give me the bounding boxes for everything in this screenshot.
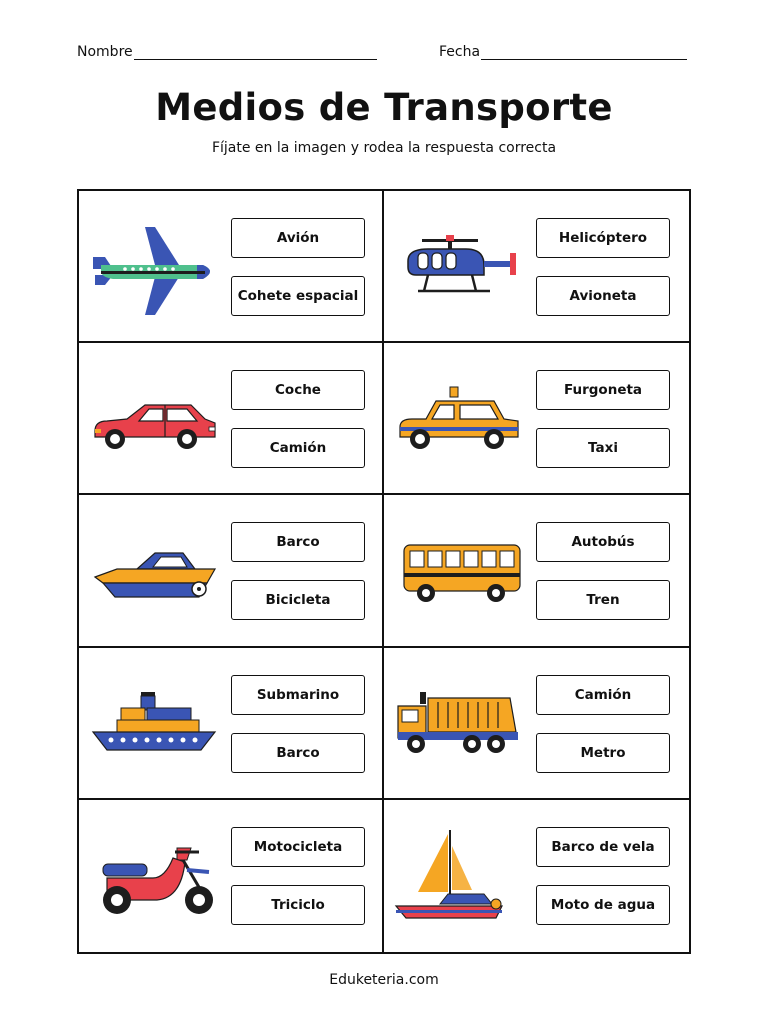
name-field[interactable] <box>77 44 377 60</box>
exercise-grid <box>77 189 691 954</box>
car-icon <box>87 371 221 471</box>
name-line[interactable] <box>134 46 377 60</box>
exercise-cell <box>79 800 384 952</box>
sailboat-icon <box>392 828 526 928</box>
exercise-cell <box>79 648 384 800</box>
helicopter-icon <box>392 219 526 319</box>
answer-option[interactable]: Furgoneta <box>536 370 670 410</box>
answer-option[interactable]: Bicicleta <box>231 580 365 620</box>
answer-option[interactable]: Barco <box>231 522 365 562</box>
answer-option[interactable]: Camión <box>536 675 670 715</box>
exercise-cell <box>79 191 384 343</box>
exercise-cell <box>384 191 689 343</box>
date-field[interactable] <box>439 44 687 60</box>
page-subtitle: Fíjate en la imagen y rodea la respuesta correcta <box>211 140 557 156</box>
airplane-icon <box>87 219 221 319</box>
ship-icon <box>87 676 221 776</box>
answer-option[interactable]: Camión <box>231 428 365 468</box>
taxi-icon <box>392 371 526 471</box>
answer-option[interactable]: Avioneta <box>536 276 670 316</box>
footer-credit: Eduketeria.com <box>329 972 439 988</box>
answer-option[interactable]: Barco <box>231 733 365 773</box>
answer-option[interactable]: Motocicleta <box>231 827 365 867</box>
exercise-cell <box>384 648 689 800</box>
answer-option[interactable]: Moto de agua <box>536 885 670 925</box>
answer-option[interactable]: Submarino <box>231 675 365 715</box>
worksheet-header <box>77 44 697 66</box>
exercise-cell <box>384 495 689 647</box>
bus-icon <box>392 523 526 623</box>
page-title: Medios de Transporte <box>155 86 613 129</box>
motorcycle-icon <box>87 828 221 928</box>
date-label: Fecha <box>439 44 481 60</box>
truck-icon <box>392 676 526 776</box>
answer-option[interactable]: Tren <box>536 580 670 620</box>
answer-option[interactable]: Cohete espacial <box>231 276 365 316</box>
answer-option[interactable]: Coche <box>231 370 365 410</box>
date-line[interactable] <box>481 46 687 60</box>
answer-option[interactable]: Barco de vela <box>536 827 670 867</box>
exercise-cell <box>384 800 689 952</box>
exercise-cell <box>79 343 384 495</box>
exercise-cell <box>384 343 689 495</box>
exercise-cell <box>79 495 384 647</box>
answer-option[interactable]: Avión <box>231 218 365 258</box>
answer-option[interactable]: Triciclo <box>231 885 365 925</box>
name-label: Nombre <box>77 44 133 60</box>
answer-option[interactable]: Autobús <box>536 522 670 562</box>
boat-icon <box>87 523 221 623</box>
answer-option[interactable]: Taxi <box>536 428 670 468</box>
answer-option[interactable]: Helicóptero <box>536 218 670 258</box>
answer-option[interactable]: Metro <box>536 733 670 773</box>
